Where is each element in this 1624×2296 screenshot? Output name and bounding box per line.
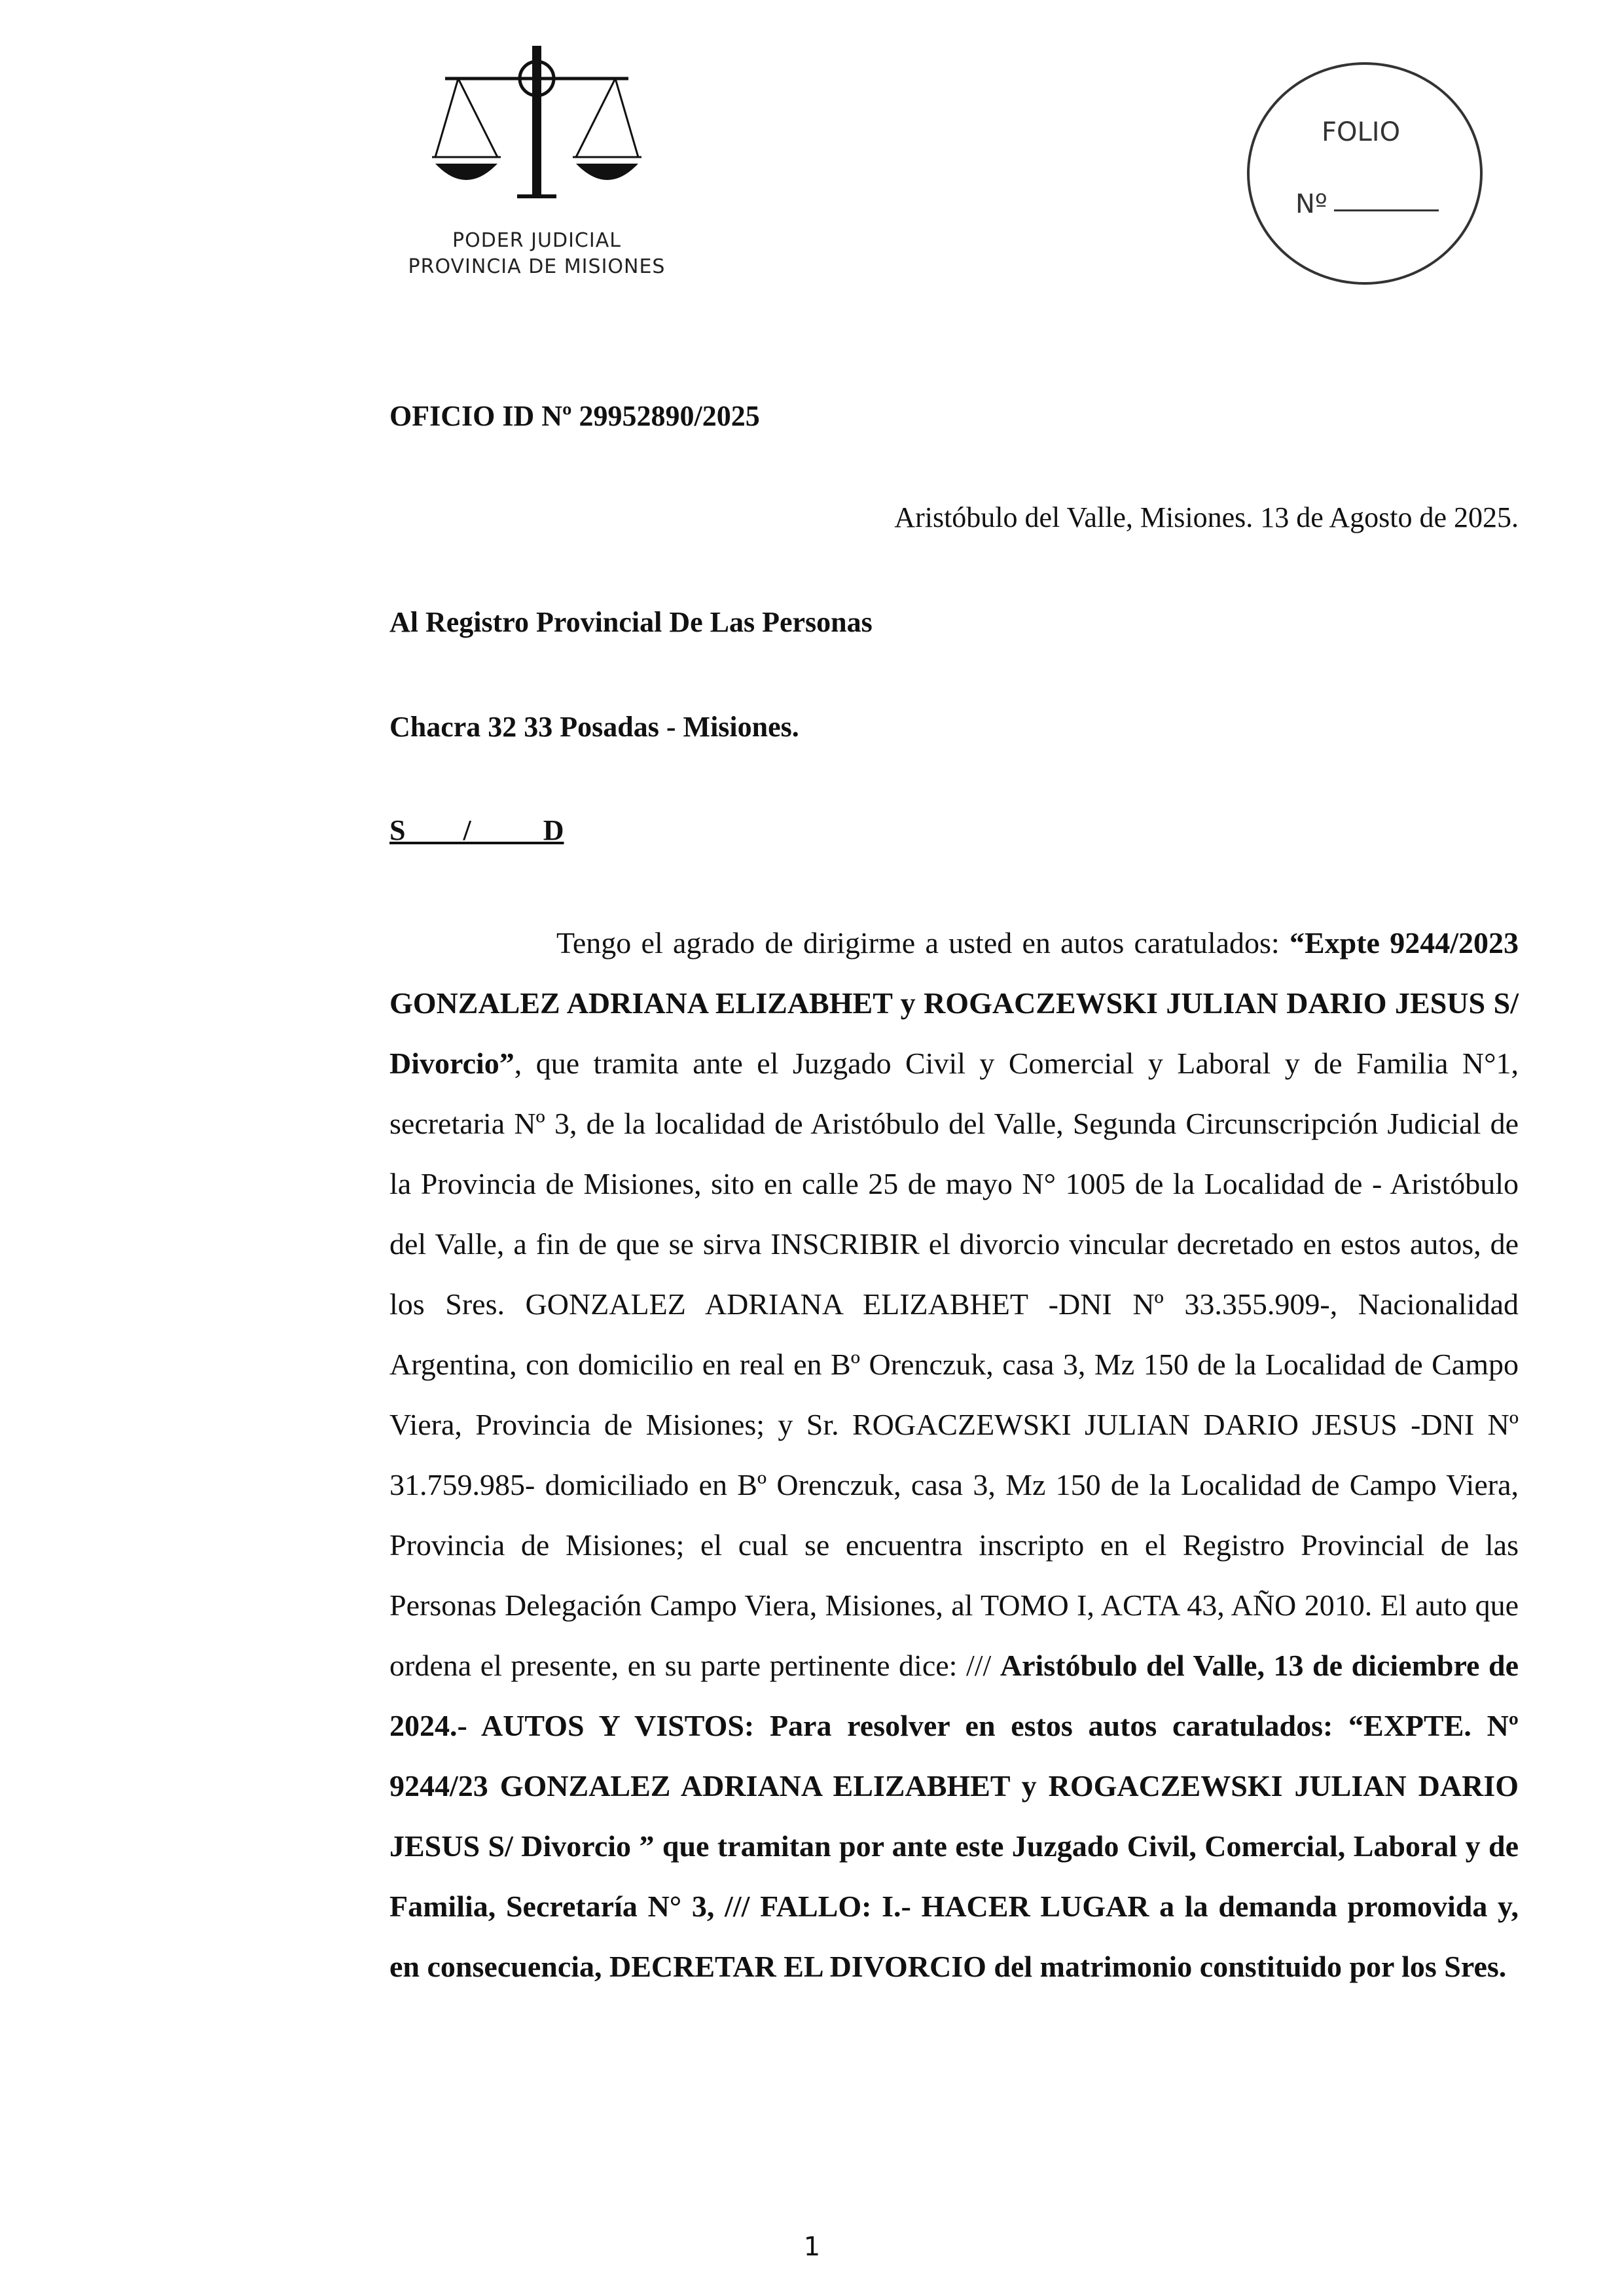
recipient-name: Al Registro Provincial De Las Personas (389, 606, 873, 638)
page-number: 1 (803, 2232, 821, 2262)
judicial-logo (393, 39, 707, 288)
document-body (389, 913, 1519, 1997)
court-order-quote: Aristóbulo del Valle, 13 de diciembre de 2024.- AUTOS Y VISTOS: Para resolver en estos autos caratulados: “EXPTE. Nº 9244/23 GONZALEZ ADRIANA ELIZABHET y ROGACZEWSKI JULIAN DARIO JESUS S/ Divorcio ” que tramitan por ante este Juzgado Civil, Comercial, Laboral y de Familia, Secretaría N° 3, /// FALLO: I.- HACER LUGAR a la demanda promovida y, en consecuencia, DECRETAR EL DIVORCIO del matrimonio constituido por los Sres. (389, 1649, 1519, 1983)
folio-number-blank (1334, 209, 1439, 211)
scales-of-justice-icon (432, 39, 641, 223)
folio-number-field (1295, 189, 1439, 219)
logo-text-line1: PODER JUDICIAL (452, 229, 621, 252)
folio-stamp-title: FOLIO (1322, 117, 1401, 147)
recipient-address: Chacra 32 33 Posadas - Misiones. (389, 711, 799, 743)
document-date: Aristóbulo del Valle, Misiones. 13 de Agosto de 2025. (894, 501, 1519, 533)
folio-number-label: Nº (1295, 189, 1327, 219)
case-title: “Expte 9244/2023 GONZALEZ ADRIANA ELIZABHET y ROGACZEWSKI JULIAN DARIO JESUS S/ Divorcio” (389, 926, 1519, 1080)
folio-stamp (1247, 62, 1483, 285)
body-main-text: , que tramita ante el Juzgado Civil y Comercial y Laboral y de Familia N°1, secretaria Nº 3, de la localidad de Aristóbulo del Valle, Segunda Circunscripción Judicial de la Provincia de Misiones, sito en calle 25 de mayo N° 1005 de la Localidad de - Aristóbulo del Valle, a fin de que se sirva INSCRIBIR el divorcio vincular decretado en estos autos, de los Sres. GONZALEZ ADRIANA ELIZABHET -DNI Nº 33.355.909-, Nacionalidad Argentina, con domicilio en real en Bº Orenczuk, casa 3, Mz 150 de la Localidad de Campo Viera, Provincia de Misiones; y Sr. ROGACZEWSKI JULIAN DARIO JESUS -DNI Nº 31.759.985- domiciliado en Bº Orenczuk, casa 3, Mz 150 de la Localidad de Campo Viera, Provincia de Misiones; el cual se encuentra inscripto en el Registro Provincial de las Personas Delegación Campo Viera, Misiones, al TOMO I, ACTA 43, AÑO 2010. El auto que ordena el presente, en su parte pertinente dice: /// (389, 1047, 1519, 1682)
body-intro: Tengo el agrado de dirigirme a usted en autos caratulados: (556, 926, 1290, 960)
su-despacho-mark: S / D (389, 814, 564, 846)
document-heading: OFICIO ID Nº 29952890/2025 (389, 400, 760, 432)
logo-text-line2: PROVINCIA DE MISIONES (408, 255, 666, 278)
